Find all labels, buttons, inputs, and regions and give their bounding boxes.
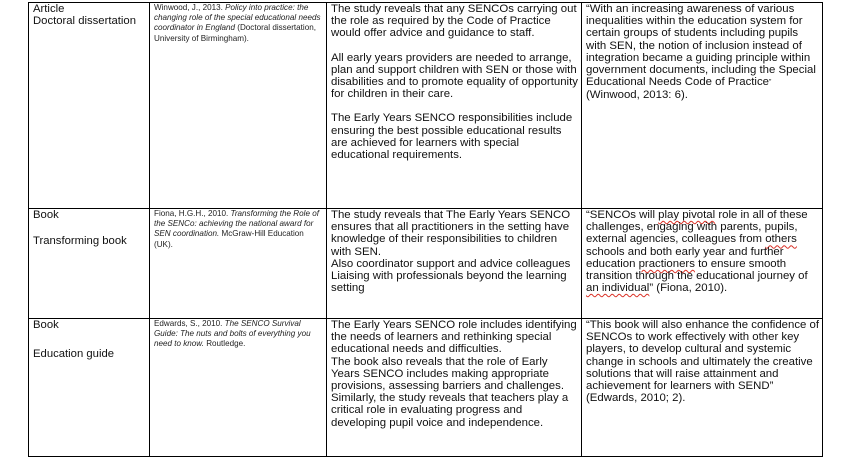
source-subtype: Transforming book (33, 235, 127, 247)
flagged-word: play pivotal (658, 209, 716, 221)
quote-text: role in all of these challenges, engaging with parents, pupils, external agencies, colleagues from (586, 209, 808, 246)
source-type: Book (33, 209, 59, 221)
reference (154, 3, 323, 44)
finding-paragraph: The study reveals that The Early Years SENCO ensures that all practitioners in the setting have knowledge of their responsibilities to children with SEN. (331, 209, 571, 258)
reference-cell (150, 3, 327, 209)
quote-mark: ” (769, 79, 772, 87)
quote-cell (582, 209, 823, 319)
quote-citation: ” (Fiona, 2010). (649, 282, 728, 295)
quote-citation: (Winwood, 2013: 6). (586, 89, 688, 102)
flagged-word: others (765, 233, 797, 246)
finding-paragraph: Also coordinator support and advice colleagues (331, 257, 571, 270)
reference-publisher: McGraw-Hill Education (UK). (154, 229, 304, 249)
reference-author: Winwood, J., 2013. (154, 3, 223, 12)
reference-publisher: (Doctoral dissertation, University of Birmingham). (154, 23, 316, 43)
source-type: Article (33, 3, 65, 15)
quote-text: schools and both early year and further education (586, 245, 784, 270)
flagged-word: an individual (586, 282, 650, 295)
reference-title: Transforming the Role of the SENCo: achieving the national award for SEN coordination. (154, 209, 319, 239)
quote-text: “SENCOs will (586, 209, 659, 221)
findings-cell (327, 3, 582, 209)
reference (154, 319, 323, 350)
reference-author: Edwards, S., 2010. (154, 319, 223, 328)
reference-title: The SENCO Survival Guide: The nuts and bolts of everything you need to know. (154, 319, 311, 349)
source-type-cell (29, 319, 150, 457)
finding-paragraph: Liaising with professionals beyond the learning setting (331, 270, 567, 295)
finding-paragraph: Similarly, the study reveals that teachers play a critical role in evaluating progress and developing pupil voice and independence. (331, 392, 569, 429)
source-type-cell (29, 3, 150, 209)
reference-cell (150, 209, 327, 319)
findings-cell (327, 209, 582, 319)
findings-cell (327, 319, 582, 457)
quote-text: “With an increasing awareness of various inequalities within the education system for certain groups of students including pupils with SEN, the notion of inclusion instead of integration became a guiding principle within government documents, including the Special Educational Needs Code of Practice (586, 3, 816, 89)
reference-title: Policy into practice: the changing role of the special educational needs coordinator in England (154, 3, 321, 33)
source-subtype: Education guide (33, 348, 115, 360)
finding-paragraph: The study reveals that any SENCOs carrying out the role as required by the Code of Practice would offer advice and guidance to staff. (331, 3, 577, 40)
source-type-cell (29, 209, 150, 319)
quote-cell (582, 319, 823, 457)
quote-cell (582, 3, 823, 209)
finding-paragraph: The book also reveals that the role of Early Years SENCO includes making appropriate provisions, assessing barriers and challenges. (331, 355, 564, 393)
finding-paragraph: The Early Years SENCO role includes identifying the needs of learners and rethinking special educational needs and difficulties. (331, 319, 577, 356)
source-type: Book (33, 319, 59, 331)
flagged-word: practioners (638, 257, 695, 270)
reference (154, 209, 323, 250)
table-row (29, 319, 823, 457)
source-subtype: Doctoral dissertation (33, 15, 136, 27)
quote (586, 209, 819, 294)
reference-cell (150, 319, 327, 457)
reference-author: Fiona, H.G.H., 2010. (154, 209, 229, 218)
finding-paragraph: All early years providers are needed to arrange, plan and support children with SEN or those with disabilities and to promote equality of opportunity for children in their care. (331, 51, 578, 101)
quote (586, 3, 819, 102)
table-row (29, 209, 823, 319)
quote: “This book will also enhance the confidence of SENCOs to work effectively with other key players, to develop cultural and systemic change in schools and ultimately the creative solutions that will raise attainment and achievement for learners with SEND” (Edwards, 2010; 2). (586, 319, 820, 405)
literature-review-table (28, 2, 823, 457)
quote-text: to ensure smooth transition through the educational journey of (586, 257, 808, 283)
table-row (29, 3, 823, 209)
finding-paragraph: The Early Years SENCO responsibilities include ensuring the best possible educational results are achieved for learners with special educational requirements. (331, 112, 573, 162)
reference-publisher: Routledge. (206, 339, 246, 349)
